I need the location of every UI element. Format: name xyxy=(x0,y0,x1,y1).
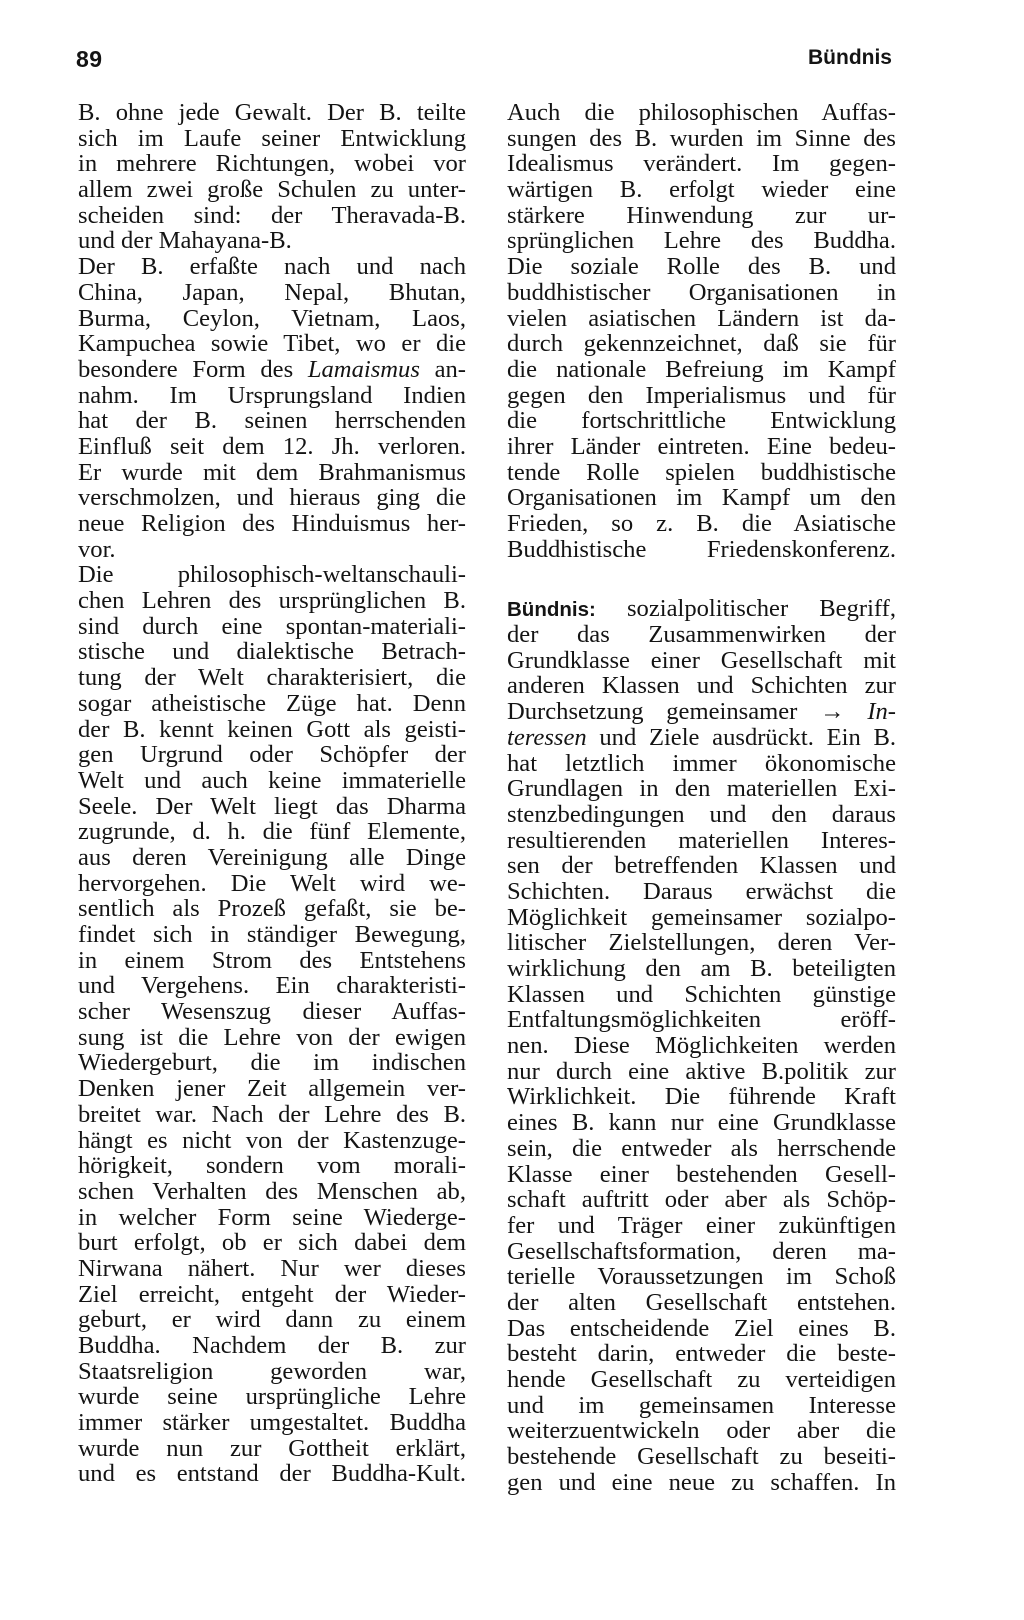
text-line: der alten Gesellschaft entstehen. xyxy=(507,1288,896,1316)
text-line: gen Urgrund oder Schöpfer der xyxy=(78,741,466,769)
text-line: hat der B. seinen herrschenden xyxy=(78,407,466,435)
text-line: verschmolzen, und hieraus ging die xyxy=(78,484,466,512)
text-line: Buddha. Nachdem der B. zur xyxy=(78,1332,466,1359)
text-line: Idealismus verändert. Im gegen- xyxy=(507,150,896,178)
text-line xyxy=(507,725,896,751)
text-line: scher Wesenszug dieser Auffas- xyxy=(78,998,466,1026)
text-line: Schichten. Daraus erwächst die xyxy=(507,877,896,905)
text-line: der das Zusammenwirken der xyxy=(507,621,896,649)
text-line: Er wurde mit dem Brahmanismus xyxy=(78,458,466,486)
text-line: in welcher Form seine Wiederge- xyxy=(78,1203,466,1231)
text-line: terielle Voraussetzungen im Schoß xyxy=(507,1263,896,1291)
text-line: tung der Welt charakterisiert, die xyxy=(78,664,466,692)
text-line: vor. xyxy=(78,535,116,563)
italic-term: In- xyxy=(867,698,896,726)
text-line: breitet war. Nach der Lehre des B. xyxy=(78,1100,466,1128)
text-line: immer stärker umgestaltet. Buddha xyxy=(78,1409,466,1437)
text-line: Wiedergeburt, die im indischen xyxy=(78,1049,466,1077)
text-line: Grundklasse einer Gesellschaft mit xyxy=(507,646,896,674)
text-line: Kampuchea sowie Tibet, wo er die xyxy=(78,330,466,358)
italic-term: teressen xyxy=(507,723,587,751)
text-line: China, Japan, Nepal, Bhutan, xyxy=(78,278,466,306)
text-line: Denken jener Zeit allgemein ver- xyxy=(78,1075,466,1103)
text-line: sentlich als Prozeß gefaßt, sie be- xyxy=(78,895,466,923)
text-line: Möglichkeit gemeinsamer sozialpo- xyxy=(507,903,896,931)
text-line: tende Rolle spielen buddhistische xyxy=(507,458,896,486)
text-line: schaft auftritt oder aber als Schöp- xyxy=(507,1186,896,1214)
right-text-column xyxy=(507,100,896,1495)
text-line: gen und eine neue zu schaffen. In xyxy=(507,1468,896,1496)
text-line: Welt und auch keine immaterielle xyxy=(78,766,466,794)
text-segment: Durchsetzung gemeinsamer → xyxy=(507,698,868,726)
text-line: sung ist die Lehre von der ewigen xyxy=(78,1023,466,1051)
text-line: hat letztlich immer ökonomische xyxy=(507,749,896,777)
text-line: findet sich in ständiger Bewegung, xyxy=(78,921,466,948)
text-line: ihrer Länder eintreten. Eine bedeu- xyxy=(507,432,896,460)
text-line: Frieden, so z. B. die Asiatische xyxy=(507,510,896,537)
text-line: weiterzuentwickeln oder aber die xyxy=(507,1417,896,1445)
text-line: nen. Diese Möglichkeiten werden xyxy=(507,1032,896,1060)
text-line: hende Gesellschaft zu verteidigen xyxy=(507,1366,896,1393)
text-line: Auch die philosophischen Auffas- xyxy=(507,99,896,126)
text-line: Nirwana nähert. Nur wer dieses xyxy=(78,1254,466,1282)
text-line: Klasse einer bestehenden Gesell- xyxy=(507,1160,896,1188)
text-line: Staatsreligion geworden war, xyxy=(78,1357,466,1385)
text-line: resultierenden materiellen Interes- xyxy=(507,826,896,854)
text-line: gegen den Imperialismus und für xyxy=(507,381,896,409)
text-line: und im gemeinsamen Interesse xyxy=(507,1391,896,1419)
text-line: sogar atheistische Züge hat. Denn xyxy=(78,689,466,717)
text-line: sind durch eine spontan-materiali- xyxy=(78,612,466,640)
text-line: Burma, Ceylon, Vietnam, Laos, xyxy=(78,304,466,332)
text-line: Einfluß seit dem 12. Jh. verloren. xyxy=(78,432,466,460)
text-line: aus deren Vereinigung alle Dinge xyxy=(78,843,466,871)
text-line: nahm. Im Ursprungsland Indien xyxy=(78,381,466,409)
text-line: der B. kennt keinen Gott als geisti- xyxy=(78,715,466,743)
text-line: Gesellschaftsformation, deren ma- xyxy=(507,1237,896,1265)
text-line: wurde seine ursprüngliche Lehre xyxy=(78,1383,466,1411)
text-line: und der Mahayana-B. xyxy=(78,227,292,255)
text-line: stische und dialektische Betrach- xyxy=(78,638,466,666)
italic-term: Lamaismus xyxy=(307,355,420,383)
text-line: anderen Klassen und Schichten zur xyxy=(507,672,896,700)
text-line: Der B. erfaßte nach und nach xyxy=(78,253,466,281)
text-line: schen Verhalten des Menschen ab, xyxy=(78,1177,466,1205)
text-line: in mehrere Richtungen, wobei vor xyxy=(78,150,466,178)
text-line: buddhistischer Organisationen in xyxy=(507,278,896,306)
text-line: zugrunde, d. h. die fünf Elemente, xyxy=(78,818,466,846)
text-line: besteht darin, entweder die beste- xyxy=(507,1340,896,1368)
text-line: hörigkeit, sondern vom morali- xyxy=(78,1152,466,1180)
text-line: sich im Laufe seiner Entwicklung xyxy=(78,124,466,152)
text-line: Buddhistische Friedenskonferenz. xyxy=(507,535,896,563)
text-line xyxy=(507,699,896,725)
text-line: Ziel erreicht, entgeht der Wieder- xyxy=(78,1280,466,1308)
text-line: sen der betreffenden Klassen und xyxy=(507,852,896,880)
text-line: chen Lehren des ursprünglichen B. xyxy=(78,587,466,615)
text-line: die nationale Befreiung im Kampf xyxy=(507,355,896,383)
text-line: sein, die entweder als herrschende xyxy=(507,1134,896,1162)
text-line: geburt, er wird dann zu einem xyxy=(78,1306,466,1334)
text-segment: an- xyxy=(419,355,466,383)
text-line: bestehende Gesellschaft zu beseiti- xyxy=(507,1443,896,1471)
text-line: B. ohne jede Gewalt. Der B. teilte xyxy=(78,99,466,126)
paragraph-gap xyxy=(507,562,896,596)
text-segment: besondere Form des xyxy=(78,355,308,383)
text-line: stenzbedingungen und den daraus xyxy=(507,800,896,828)
running-head: Bündnis xyxy=(808,46,892,69)
left-text-column xyxy=(78,100,466,1487)
text-line: stärkere Hinwendung zur ur- xyxy=(507,201,896,229)
text-line: hängt es nicht von der Kastenzuge- xyxy=(78,1126,466,1154)
text-line: Das entscheidende Ziel eines B. xyxy=(507,1314,896,1342)
text-line: Klassen und Schichten günstige xyxy=(507,980,896,1008)
text-line xyxy=(78,357,466,383)
text-line: wurde nun zur Gottheit erklärt, xyxy=(78,1434,466,1462)
text-line: nur durch eine aktive B.politik zur xyxy=(507,1057,896,1085)
text-line: vielen asiatischen Ländern ist da- xyxy=(507,304,896,332)
text-line: litischer Zielstellungen, deren Ver- xyxy=(507,929,896,957)
text-line: neue Religion des Hinduismus her- xyxy=(78,510,466,537)
text-line: Grundlagen in den materiellen Exi- xyxy=(507,775,896,803)
text-line xyxy=(507,596,896,622)
text-line: Organisationen im Kampf um den xyxy=(507,484,896,512)
text-line: und Vergehens. Ein charakteristi- xyxy=(78,972,466,1000)
text-line: eines B. kann nur eine Grundklasse xyxy=(507,1109,896,1137)
text-line: sprünglichen Lehre des Buddha. xyxy=(507,227,896,255)
text-line: wirklichung den am B. beteiligten xyxy=(507,955,896,982)
text-line: die fortschrittliche Entwicklung xyxy=(507,407,896,435)
text-line: sungen des B. wurden im Sinne des xyxy=(507,124,896,152)
text-line: Entfaltungsmöglichkeiten eröff- xyxy=(507,1006,896,1034)
text-line: allem zwei große Schulen zu unter- xyxy=(78,176,466,204)
text-segment: und Ziele ausdrückt. Ein B. xyxy=(586,723,896,751)
text-line: Wirklichkeit. Die führende Kraft xyxy=(507,1083,896,1111)
text-segment: sozialpolitischer Begriff, xyxy=(595,595,896,623)
text-line: wärtigen B. erfolgt wieder eine xyxy=(507,176,896,204)
text-line: Seele. Der Welt liegt das Dharma xyxy=(78,792,466,820)
text-line: Die philosophisch-weltanschauli- xyxy=(78,561,466,589)
text-line: scheiden sind: der Theravada-B. xyxy=(78,201,466,229)
text-line: Die soziale Rolle des B. und xyxy=(507,253,896,281)
page-number: 89 xyxy=(76,46,103,72)
text-line: fer und Träger einer zukünftigen xyxy=(507,1211,896,1239)
text-line: hervorgehen. Die Welt wird we- xyxy=(78,869,466,897)
text-line: und es entstand der Buddha-Kult. xyxy=(78,1460,466,1488)
text-line: burt erfolgt, ob er sich dabei dem xyxy=(78,1229,466,1257)
entry-headword: Bündnis: xyxy=(507,598,596,622)
text-line: durch gekennzeichnet, daß sie für xyxy=(507,330,896,358)
text-line: in einem Strom des Entstehens xyxy=(78,946,466,974)
